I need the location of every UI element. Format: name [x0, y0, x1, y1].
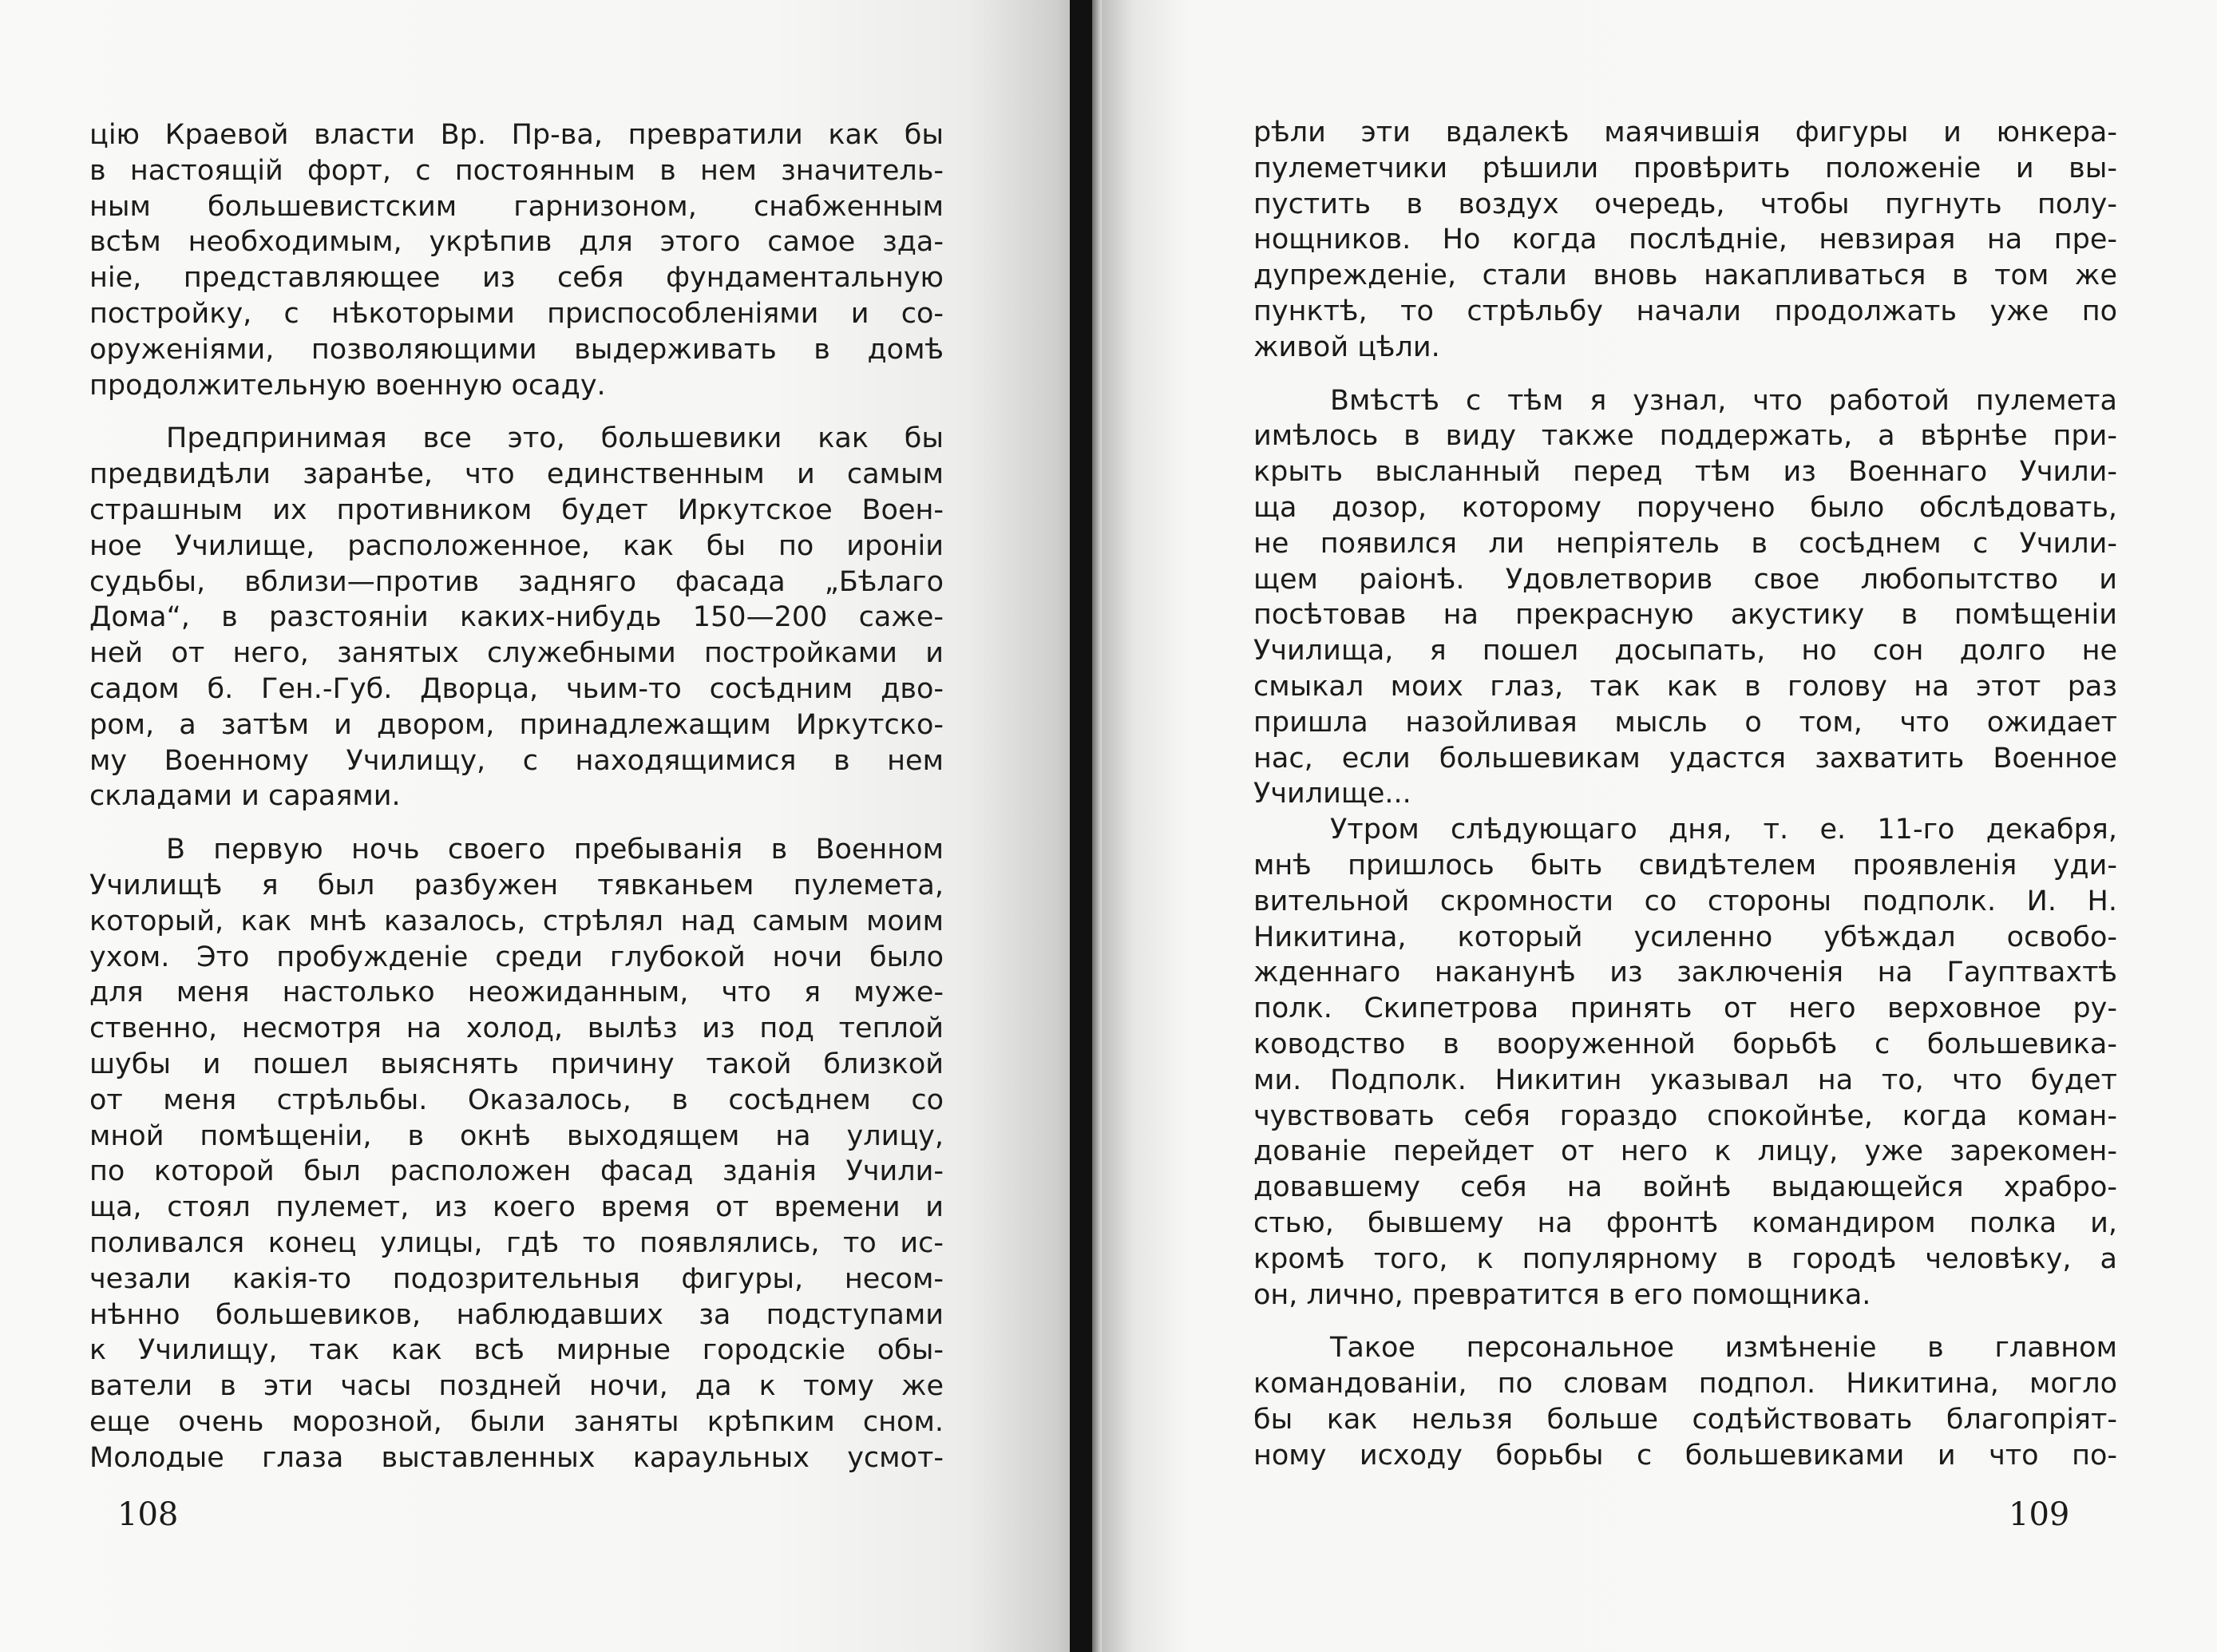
paragraph — [89, 421, 944, 814]
paragraph — [89, 117, 944, 403]
text-line: нощников. Но когда послѣдніе, невзирая на пре- — [1253, 224, 2117, 256]
text-line: мнѣ пришлось быть свидѣтелем проявленія уди- — [1253, 849, 2117, 881]
text-line: жденнаго наканунѣ из заключенія на Гауптвахтѣ — [1253, 957, 2117, 989]
text-line: щем раіонѣ. Удовлетворив свое любопытство и — [1253, 563, 2117, 596]
text-line: нѣнно большевиков, наблюдавших за подступами — [89, 1298, 944, 1331]
text-line: Вмѣстѣ с тѣм я узнал, что работой пулемета — [1330, 384, 2117, 417]
text-line: ща, стоял пулемет, из коего время от времени и — [89, 1191, 944, 1224]
text-line: ному исходу борьбы с большевиками и что по- — [1253, 1439, 2117, 1472]
text-line: Училища, я пошел досыпать, но сон долго не — [1253, 635, 2117, 668]
text-line: дупрежденіе, стали вновь накапливаться в том же — [1253, 259, 2117, 292]
text-line: по которой был расположен фасад зданія Учили- — [89, 1155, 944, 1188]
text-line: вительной скромности со стороны подполк. И. Н. — [1253, 885, 2117, 917]
text-line: Утром слѣдующаго дня, т. е. 11-го декабря, — [1330, 814, 2117, 846]
text-line: пулеметчики рѣшили провѣрить положеніе и вы- — [1253, 152, 2117, 184]
text-line: живой цѣли. — [1253, 331, 1440, 363]
text-line: пустить в воздух очередь, чтобы пугнуть полу- — [1253, 188, 2117, 220]
text-line: складами и сараями. — [89, 780, 401, 813]
text-line: от меня стрѣльбы. Оказалось, в сосѣднем со — [89, 1084, 944, 1116]
text-line: всѣм необходимым, укрѣпив для этого самое зда- — [89, 226, 944, 259]
text-line: цію Краевой власти Вр. Пр-ва, превратили как бы — [89, 119, 944, 151]
text-line: судьбы, вблизи—против задняго фасада „Бѣлаго — [89, 565, 944, 598]
text-line: ватели в эти часы поздней ночи, да к тому же — [89, 1370, 944, 1403]
text-line: к Училищу, так как всѣ мирные городскіе обы- — [89, 1334, 944, 1367]
text-line: продолжительную военную осаду. — [89, 369, 606, 402]
text-line: который, как мнѣ казалось, стрѣлял над самым моим — [89, 905, 944, 937]
text-line: стью, бывшему на фронтѣ командиром полка и, — [1253, 1206, 2117, 1239]
text-line: шубы и пошел выяснять причину такой близкой — [89, 1048, 944, 1080]
text-line: ководство в вооруженной борьбѣ с большевика- — [1253, 1028, 2117, 1060]
text-line: для меня настолько неожиданным, что я муже- — [89, 977, 944, 1009]
text-line: чувствовать себя гораздо спокойнѣе, когда коман- — [1253, 1099, 2117, 1132]
text-line: дованіе перейдет от него к лицу, уже зарекомен- — [1253, 1135, 2117, 1168]
paragraph — [1253, 1330, 2117, 1473]
text-line: ственно, несмотря на холод, вылѣз из под теплой — [89, 1012, 944, 1045]
text-line: рѣли эти вдалекѣ маячившія фигуры и юнкера- — [1253, 117, 2117, 149]
text-line: мной помѣщеніи, в окнѣ выходящем на улицу, — [89, 1119, 944, 1152]
text-line: Училищѣ я был разбужен тявканьем пулемета, — [89, 869, 944, 901]
text-line: смыкал моих глаз, так как в голову на этот раз — [1253, 670, 2117, 703]
text-line: предвидѣли заранѣе, что единственным и самым — [89, 458, 944, 491]
text-line: ми. Подполк. Никитин указывал на то, что будет — [1253, 1064, 2117, 1096]
text-line: постройку, с нѣкоторыми приспособленіями и со- — [89, 297, 944, 330]
text-line: пунктѣ, то стрѣльбу начали продолжать уже по — [1253, 295, 2117, 327]
text-line: ней от него, занятых служебными постройками и — [89, 637, 944, 670]
text-line: бы как нельзя больше содѣйствовать благопріят- — [1253, 1403, 2117, 1436]
text-line: Училище... — [1253, 778, 1411, 810]
text-line: Предпринимая все это, большевики как бы — [166, 422, 944, 455]
text-line: не появился ли непріятель в сосѣднем с Учили- — [1253, 527, 2117, 560]
text-line: командованіи, по словам подпол. Никитина, могло — [1253, 1368, 2117, 1400]
text-line: Такое персональное измѣненіе в главном — [1330, 1332, 2117, 1365]
text-line: поливался конец улицы, гдѣ то появлялись, то ис- — [89, 1226, 944, 1259]
text-line: посѣтовав на прекрасную акустику в помѣщеніи — [1253, 599, 2117, 632]
right-page-text — [1253, 115, 2117, 1473]
text-line: му Военному Училищу, с находящимися в нем — [89, 744, 944, 777]
text-line: В первую ночь своего пребыванія в Военном — [166, 834, 944, 866]
page-number: 109 — [2009, 1496, 2070, 1533]
text-line: в настоящій форт, с постоянным в нем значитель- — [89, 154, 944, 187]
text-line: Молодые глаза выставленных караульных усмот- — [89, 1441, 944, 1474]
text-line: оруженіями, позволяющими выдерживать в домѣ — [89, 333, 944, 366]
text-line: кромѣ того, к популярному в городѣ человѣку, а — [1253, 1242, 2117, 1275]
paragraph — [89, 832, 944, 1476]
text-line: он, лично, превратится в его помощника. — [1253, 1278, 1871, 1311]
text-line: ухом. Это пробужденіе среди глубокой ночи было — [89, 941, 944, 973]
text-line: ром, а затѣм и двором, принадлежащим Иркутско- — [89, 708, 944, 741]
paragraph — [1253, 115, 2117, 366]
text-line: полк. Скипетрова принять от него верховное ру- — [1253, 992, 2117, 1025]
text-line: ным большевистским гарнизоном, снабженным — [89, 190, 944, 223]
paragraph — [1253, 383, 2117, 813]
text-line: страшным их противником будет Иркутское Воен- — [89, 493, 944, 526]
text-line: нас, если большевикам удастся захватить Военное — [1253, 742, 2117, 774]
text-line: ніе, представляющее из себя фундаментальную — [89, 262, 944, 295]
text-line: чезали какія-то подозрительныя фигуры, несом- — [89, 1262, 944, 1295]
text-line: Дома“, в разстояніи каких-нибудь 150—200 саже- — [89, 601, 944, 634]
text-line: ща дозор, которому поручено было обслѣдовать, — [1253, 491, 2117, 524]
paragraph — [1253, 812, 2117, 1313]
text-line: Никитина, который усиленно убѣждал освобо- — [1253, 921, 2117, 953]
left-page — [0, 0, 1100, 1652]
text-line: имѣлось в виду также поддержать, а вѣрнѣе при- — [1253, 420, 2117, 453]
text-line: еще очень морозной, были заняты крѣпким сном. — [89, 1405, 944, 1438]
book-gutter — [1070, 0, 1092, 1652]
text-line: довавшему себя на войнѣ выдающейся храбро- — [1253, 1171, 2117, 1204]
text-line: ное Училище, расположенное, как бы по ироніи — [89, 529, 944, 562]
right-page — [1100, 0, 2217, 1652]
gutter-shadow — [1092, 0, 1102, 1652]
text-line: крыть высланный перед тѣм из Военнаго Учили- — [1253, 456, 2117, 489]
text-line: садом б. Ген.-Губ. Дворца, чьим-то сосѣдним дво- — [89, 672, 944, 705]
page-number: 108 — [117, 1496, 179, 1533]
text-line: пришла назойливая мысль о том, что ожидает — [1253, 706, 2117, 739]
left-page-text — [89, 117, 944, 1476]
